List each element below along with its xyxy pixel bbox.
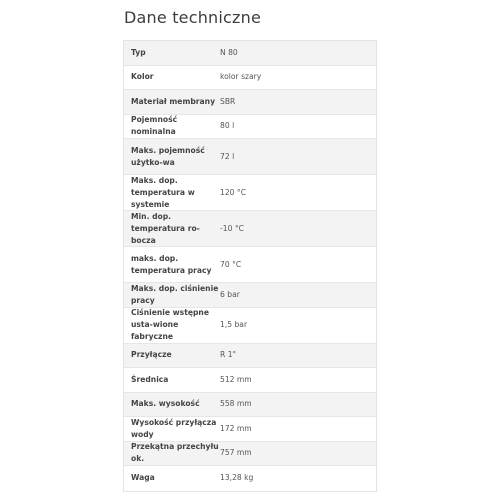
spec-label: maks. dop. temperatura pracy [131,253,212,275]
spec-value: 13,28 kg [220,473,254,483]
spec-row [124,66,376,91]
spec-row [124,175,376,211]
spec-value: 512 mm [220,374,252,384]
spec-label: Materiał membrany [131,96,216,106]
spec-label: Wysokość przyłącza wody [131,417,217,439]
spec-row [124,283,376,308]
spec-value: 72 l [220,151,235,161]
spec-label: Maks. dop. temperatura w systemie [131,175,195,209]
spec-label: Średnica [131,374,169,384]
spec-row [124,308,376,344]
spec-label: Waga [131,473,155,483]
spec-label: Kolor [131,72,154,82]
spec-row [124,417,376,442]
spec-label: Przyłącze [131,350,172,360]
spec-value: -10 °C [220,223,244,233]
spec-row [124,344,376,369]
spec-row [124,442,376,467]
spec-row [124,466,376,491]
spec-value: 172 mm [220,423,252,433]
spec-value: 6 bar [220,289,240,299]
spec-value: 70 °C [220,259,242,269]
spec-value: 558 mm [220,399,252,409]
spec-value: R 1" [220,350,237,360]
spec-row [124,211,376,247]
spec-label: Maks. dop. ciśnienie pracy [131,283,219,305]
spec-label: Pojemność nominalna [131,115,178,137]
spec-label: Przekątna przechyłu ok. [131,442,219,464]
spec-value: 80 l [220,121,235,131]
spec-row [124,139,376,175]
spec-value: 1,5 bar [220,320,248,329]
spec-label: Maks. wysokość [131,399,200,409]
spec-value: kolor szary [220,72,262,82]
spec-label: Ciśnienie wstępne usta-wione fabryczne [131,308,209,341]
spec-row [124,247,376,283]
spec-value: SBR [220,96,236,106]
spec-row [124,368,376,393]
spec-label: Maks. pojemność użytko-wa [131,145,205,167]
spec-label: Min. dop. temperatura ro-bocza [131,211,200,245]
spec-row [124,393,376,418]
spec-row [124,90,376,115]
specs-table [123,40,377,492]
spec-row [124,41,376,66]
spec-row [124,115,376,140]
spec-value: 757 mm [220,448,252,458]
section-title: Dane techniczne [124,8,262,27]
spec-value: N 80 [220,47,238,57]
spec-label: Typ [131,47,146,57]
spec-value: 120 °C [220,187,247,197]
